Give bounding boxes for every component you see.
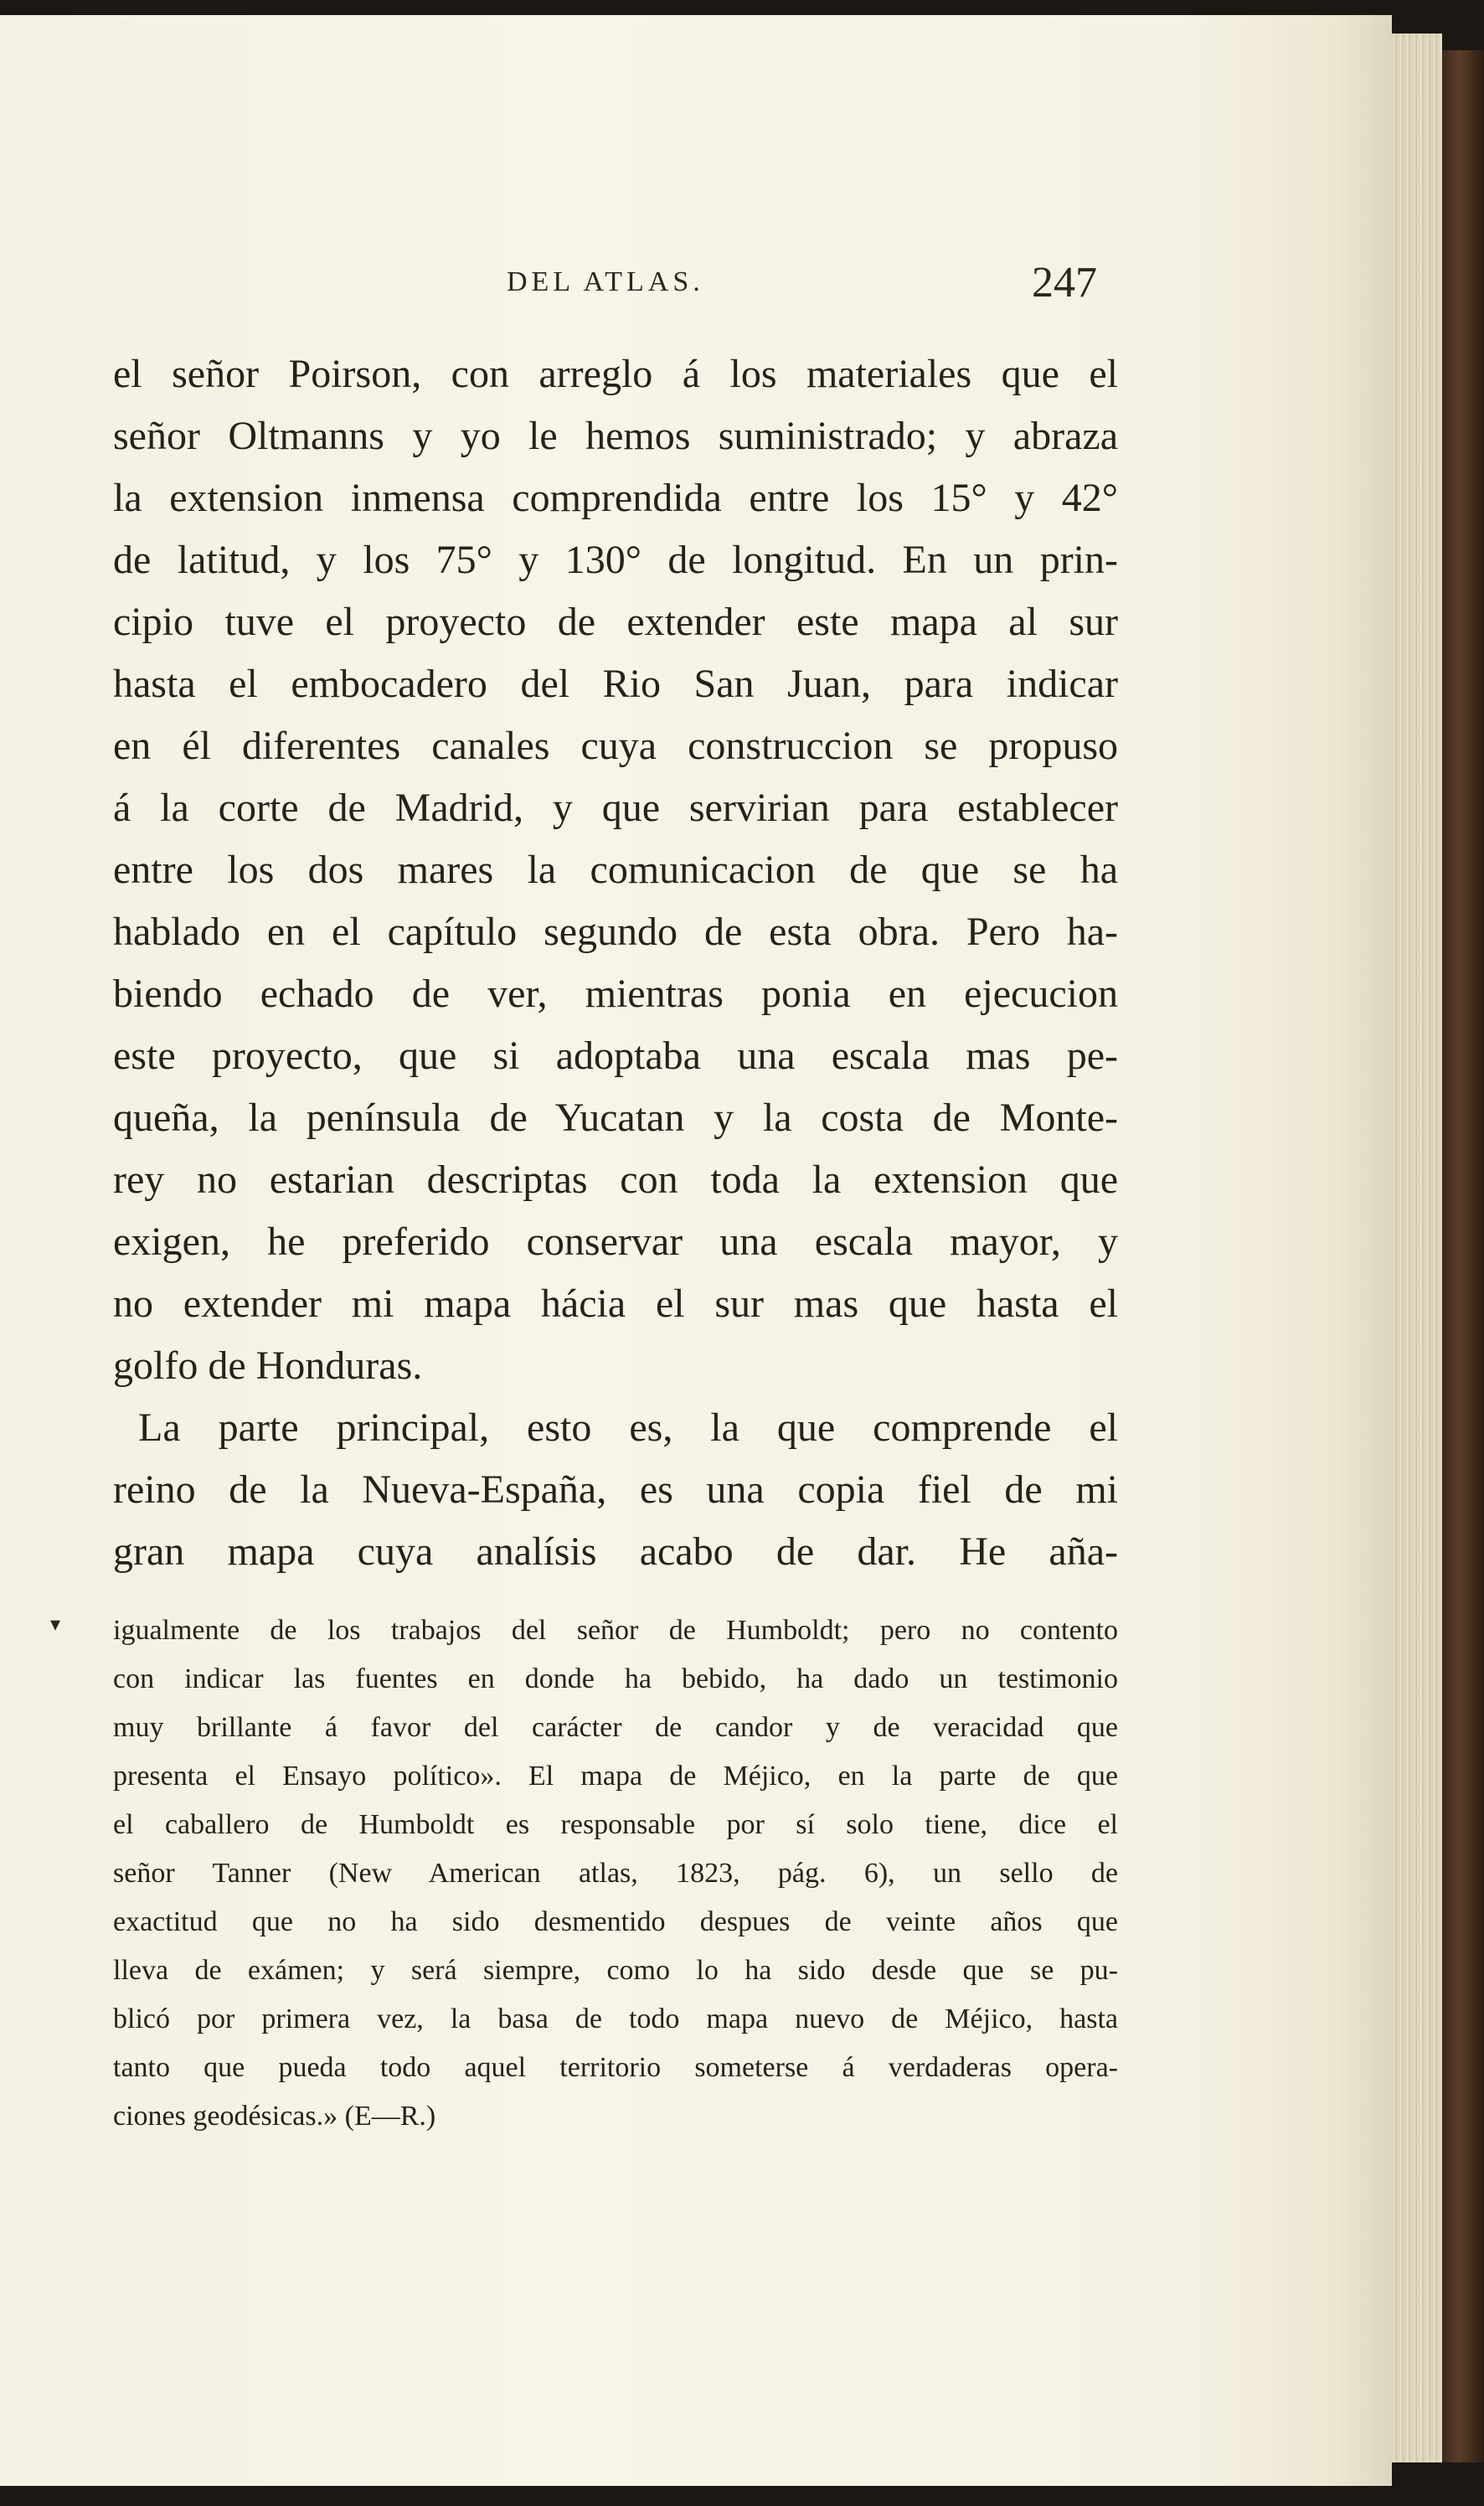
text-line: á la corte de Madrid, y que servirian para establecer bbox=[113, 786, 1118, 830]
running-head: DEL ATLAS. bbox=[507, 266, 704, 297]
text-line: cipio tuve el proyecto de extender este mapa al sur bbox=[113, 600, 1118, 644]
text-line: de latitud, y los 75° y 130° de longitud. En un prin- bbox=[113, 538, 1118, 582]
text-line: rey no estarian descriptas con toda la extension que bbox=[113, 1158, 1118, 1202]
footnote-line: el caballero de Humboldt es responsable por sí solo tiene, dice el bbox=[113, 1809, 1118, 1840]
text-line: reino de la Nueva-España, es una copia fiel de mi bbox=[113, 1467, 1118, 1512]
margin-mark: ▾ bbox=[50, 1612, 61, 1636]
book-binding bbox=[1442, 50, 1484, 2462]
text-line: golfo de Honduras. bbox=[113, 1343, 423, 1388]
footnote-line: tanto que pueda todo aquel territorio someterse á verdaderas opera- bbox=[113, 2052, 1118, 2083]
footnote-line: ciones geodésicas.» (E—R.) bbox=[113, 2101, 436, 2132]
footnote-line: exactitud que no ha sido desmentido despues de veinte años que bbox=[113, 1906, 1118, 1937]
text-line: hablado en el capítulo segundo de esta obra. Pero ha- bbox=[113, 910, 1118, 954]
text-line: este proyecto, que si adoptaba una escala mas pe- bbox=[113, 1034, 1118, 1078]
footnote-line: muy brillante á favor del carácter de candor y de veracidad que bbox=[113, 1712, 1118, 1743]
footnote-line: señor Tanner (New American atlas, 1823, pág. 6), un sello de bbox=[113, 1858, 1118, 1889]
text-line: gran mapa cuya analísis acabo de dar. He aña- bbox=[113, 1529, 1118, 1574]
page-number: 247 bbox=[1032, 259, 1097, 307]
text-line: exigen, he preferido conservar una escala mayor, y bbox=[113, 1219, 1118, 1264]
text-line: el señor Poirson, con arreglo á los materiales que el bbox=[113, 352, 1118, 396]
text-line: hasta el embocadero del Rio San Juan, para indicar bbox=[113, 662, 1118, 706]
text-line: en él diferentes canales cuya construccion se propuso bbox=[113, 724, 1118, 768]
footnote-line: igualmente de los trabajos del señor de Humboldt; pero no contento bbox=[113, 1615, 1118, 1646]
text-line: la extension inmensa comprendida entre los 15° y 42° bbox=[113, 476, 1118, 520]
text-line: biendo echado de ver, mientras ponia en ejecucion bbox=[113, 972, 1118, 1016]
footnote-line: con indicar las fuentes en donde ha bebido, ha dado un testimonio bbox=[113, 1663, 1118, 1694]
body-text bbox=[113, 343, 1118, 1583]
text-line: queña, la península de Yucatan y la costa de Monte- bbox=[113, 1096, 1118, 1140]
page-edges bbox=[1392, 34, 1442, 2462]
footnote bbox=[113, 1606, 1118, 2141]
footnote-line: presenta el Ensayo político». El mapa de Méjico, en la parte de que bbox=[113, 1761, 1118, 1792]
text-line: entre los dos mares la comunicacion de que se ha bbox=[113, 848, 1118, 892]
text-line: La parte principal, esto es, la que comprende el bbox=[138, 1405, 1118, 1450]
footnote-line: blicó por primera vez, la basa de todo mapa nuevo de Méjico, hasta bbox=[113, 2003, 1118, 2034]
text-line: señor Oltmanns y yo le hemos suministrado; y abraza bbox=[113, 414, 1118, 458]
text-line: no extender mi mapa hácia el sur mas que hasta el bbox=[113, 1281, 1118, 1326]
footnote-line: lleva de exámen; y será siempre, como lo ha sido desde que se pu- bbox=[113, 1955, 1118, 1986]
